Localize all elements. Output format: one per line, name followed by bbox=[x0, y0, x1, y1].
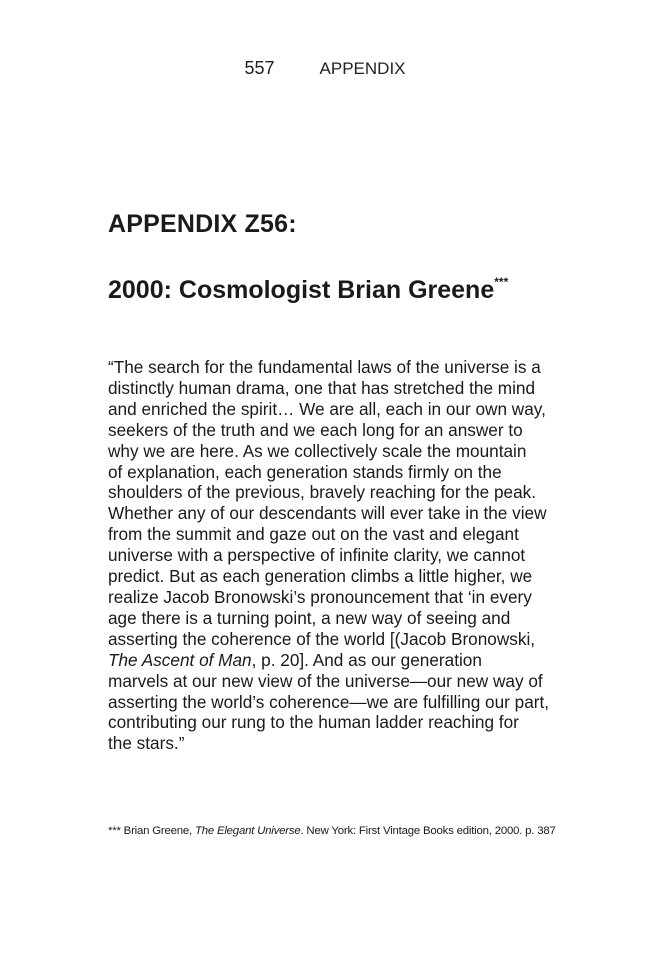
chapter-title bbox=[108, 275, 508, 305]
quote-block bbox=[108, 357, 568, 754]
quote-line: of explanation, each generation stands firmly on the bbox=[108, 461, 502, 482]
running-head-section: APPENDIX bbox=[319, 59, 406, 78]
quote-line: asserting the coherence of the world [(Jacob Bronowski, bbox=[108, 628, 536, 649]
citation-rest: , p. 20]. And as our generation bbox=[251, 649, 482, 670]
quote-line: why we are here. As we collectively scale the mountain bbox=[108, 440, 527, 461]
footnote-details: . New York: First Vintage Books edition, 2000. p. 387 bbox=[300, 825, 556, 837]
quote-line: universe with a perspective of infinite clarity, we cannot bbox=[108, 545, 526, 566]
quote-line: marvels at our new view of the universe—our new way of bbox=[108, 670, 543, 691]
quote-line: “The search for the fundamental laws of the universe is a bbox=[108, 357, 541, 377]
appendix-title: APPENDIX Z56: bbox=[108, 210, 297, 238]
footnote bbox=[108, 825, 556, 837]
quote-line: realize Jacob Bronowski’s pronouncement that ‘in every bbox=[108, 586, 532, 607]
quote-line: Whether any of our descendants will ever take in the view bbox=[108, 503, 547, 524]
citation-book-title: The Ascent of Man bbox=[108, 649, 252, 670]
quote-line: asserting the world’s coherence—we are fulfilling our part, bbox=[108, 691, 550, 712]
footnote-author: Brian Greene, bbox=[120, 825, 195, 837]
quote-line: and enriched the spirit… We are all, each in our own way, bbox=[108, 398, 546, 419]
quote-line: predict. But as each generation climbs a little higher, we bbox=[108, 566, 533, 587]
running-head bbox=[0, 58, 650, 79]
quote-line: the stars.” bbox=[108, 733, 185, 754]
page-number: 557 bbox=[244, 58, 275, 78]
footnote-reference: *** bbox=[494, 275, 509, 289]
quote-line: from the summit and gaze out on the vast and elegant bbox=[108, 524, 519, 545]
quote-line: age there is a turning point, a new way of seeing and bbox=[108, 607, 511, 628]
quote-line: contributing our rung to the human ladder reaching for bbox=[108, 712, 519, 733]
chapter-title-text: 2000: Cosmologist Brian Greene bbox=[108, 276, 495, 304]
quote-line: seekers of the truth and we each long for an answer to bbox=[108, 419, 523, 440]
quote-line: distinctly human drama, one that has stretched the mind bbox=[108, 377, 536, 398]
footnote-book-title: The Elegant Universe bbox=[194, 825, 301, 837]
footnote-marker: *** bbox=[108, 825, 121, 837]
quote-line-citation bbox=[108, 650, 568, 671]
quote-line: shoulders of the previous, bravely reaching for the peak. bbox=[108, 482, 537, 503]
